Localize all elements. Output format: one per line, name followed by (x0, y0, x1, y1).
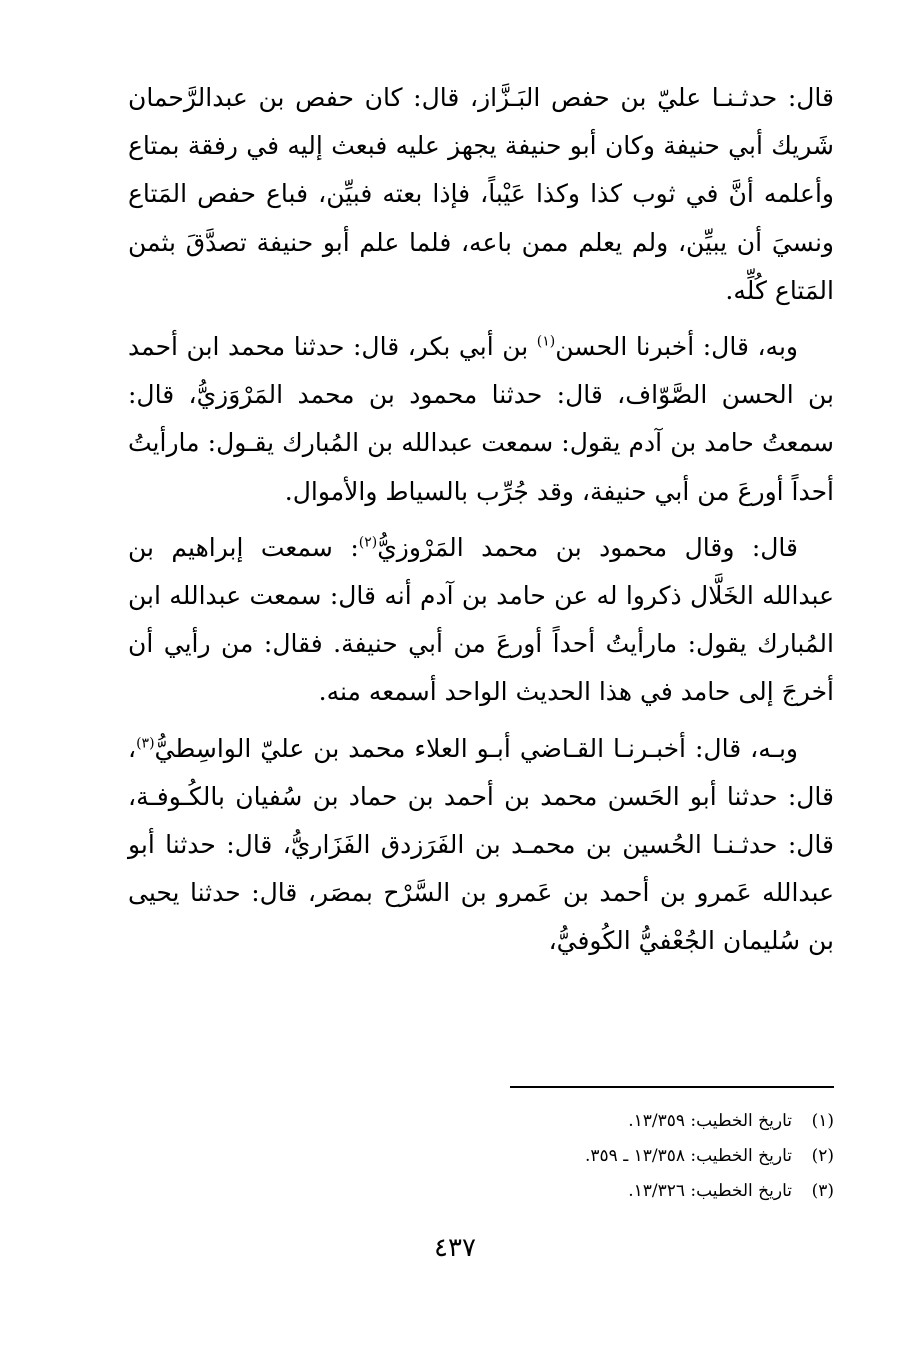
paragraph-3 (128, 524, 834, 717)
footnote-text: تاريخ الخطيب: ١٣/٣٥٨ ـ ٣٥٩. (584, 1146, 792, 1166)
paragraph-4-text-before: وبـه، قال: أخبـرنـا القـاضي أبـو العلاء محمد بن عليّ الواسِطيُّ (154, 733, 798, 763)
footnote-separator (510, 1086, 834, 1088)
paragraph-2 (128, 323, 834, 516)
main-text (128, 74, 834, 974)
footnote-ref-2[interactable]: (٢) (358, 534, 378, 551)
footnote-3 (440, 1174, 834, 1209)
paragraph-1-text: قال: حدثـنـا عليّ بن حفص البَـزَّاز، قال: كان حفص بن عبدالرَّحمان شَريك أبي حنيفة وكان أبو حنيفة يجهز عليه فبعث إليه في رفقة بمتاع وأعلمه أنَّ في ثوب كذا وكذا عَيْباً، فإذا بعته فبيِّن، فباع حفص المَتاع ونسيَ أن يبيِّن، ولم يعلم ممن باعه، فلما علم أبو حنيفة تصدَّقَ بثمن المَتاع كُلِّه. (128, 83, 834, 305)
paragraph-2-text-after: بن أبي بكر، قال: حدثنا محمد ابن أحمد بن الحسن الصَّوّاف، قال: حدثنا محمود بن محمد المَرْوَزيُّ، قال: سمعتُ حامد بن آدم يقول: سمعت عبدالله بن المُبارك يقـول: مارأيتُ أحداً أورعَ من أبي حنيفة، وقد جُرِّب بالسياط والأموال. (128, 332, 834, 506)
paragraph-3-text-before: قال: وقال محمود بن محمد المَرْوزيُّ (377, 532, 798, 562)
footnote-ref-1[interactable]: (١) (536, 333, 556, 350)
footnote-2 (440, 1139, 834, 1174)
paragraph-3-text-after: : سمعت إبراهيم بن عبدالله الخَلَّال ذكروا له عن حامد بن آدم أنه قال: سمعت عبدالله ابن المُبارك يقول: مارأيتُ أحداً أورعَ من أبي حنيفة. فقال: من رأيي أن أخرجَ إلى حامد في هذا الحديث الواحد أسمعه منه. (128, 532, 834, 707)
footnote-number: (٣) (811, 1181, 834, 1201)
paragraph-4-text-after: ، قال: حدثنا أبو الحَسن محمد بن أحمد بن حماد بن سُفيان بالكُـوفـة، قال: حدثـنـا الحُسين بن محمـد بن الفَرَزدق الفَزَاريُّ، قال: حدثنا أبو عبدالله عَمرو بن أحمد بن عَمرو بن السَّرْح بمصَر، قال: حدثنا يحيى بن سُليمان الجُعْفيُّ الكُوفيُّ، (128, 733, 834, 956)
footnote-number: (٢) (811, 1146, 834, 1166)
paragraph-2-text-before: وبه، قال: أخبرنا الحسن (555, 332, 798, 362)
footnote-ref-3[interactable]: (٣) (136, 735, 155, 752)
page-number: ٤٣٧ (434, 1233, 476, 1263)
footnote-1 (440, 1104, 834, 1139)
footnote-number: (١) (811, 1111, 834, 1131)
footnote-text: تاريخ الخطيب: ١٣/٣٢٦. (628, 1181, 792, 1201)
footnote-text: تاريخ الخطيب: ١٣/٣٥٩. (628, 1111, 792, 1131)
paragraph-4 (128, 725, 834, 966)
footnotes-list (440, 1104, 834, 1209)
paragraph-1 (128, 74, 834, 315)
